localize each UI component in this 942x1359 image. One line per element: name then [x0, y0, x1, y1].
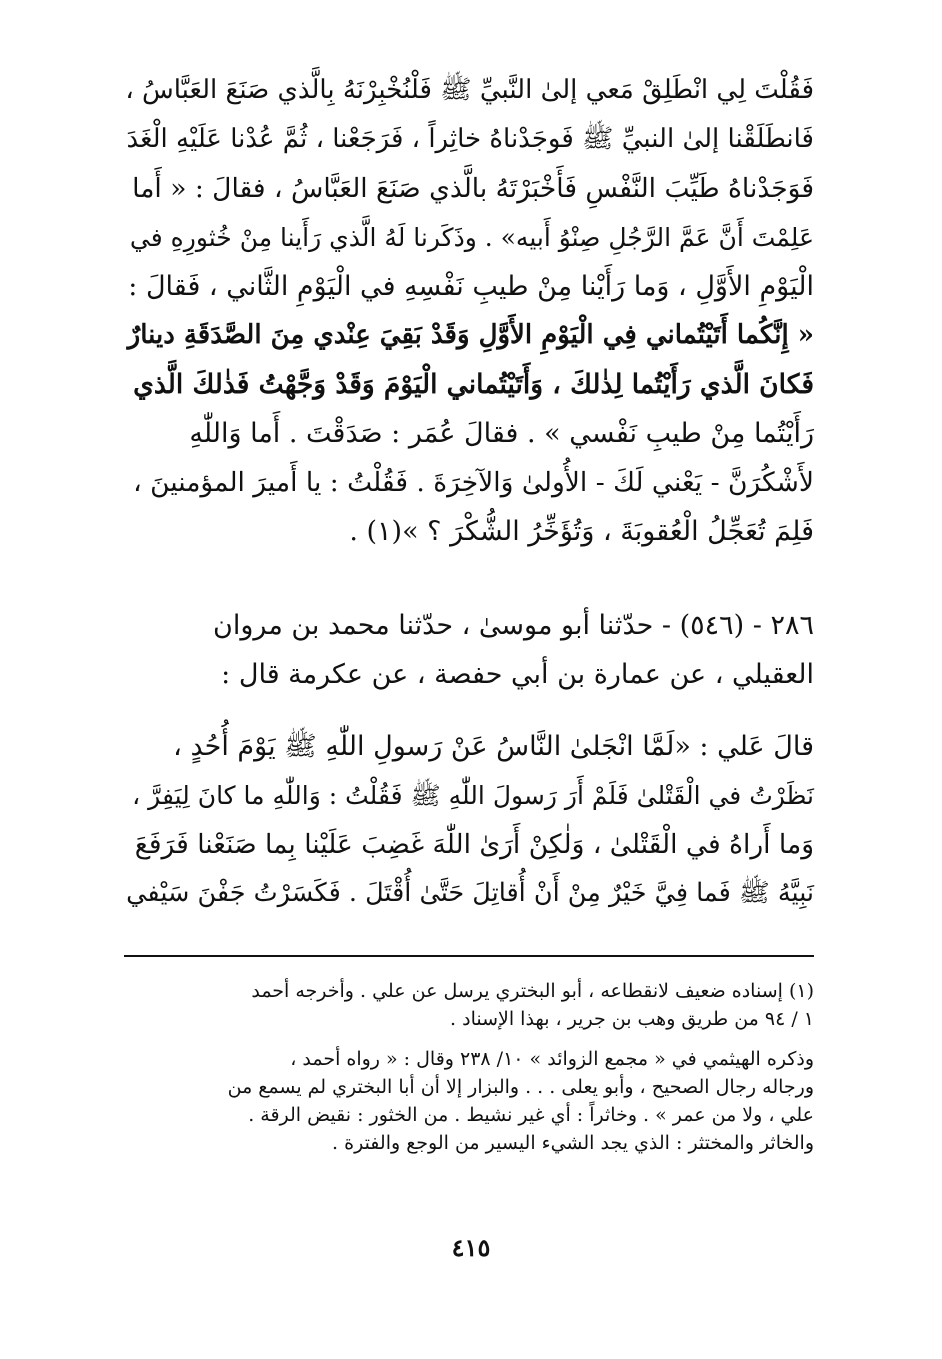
- hadith-chain-paragraph: [124, 601, 814, 699]
- text-line: ٢٨٦ - (٥٤٦) - حدّثنا أبو موسىٰ ، حدّثنا محمد بن مروان: [213, 610, 814, 641]
- footnote-line: ١ / ٩٤ من طريق وهب بن جرير ، بهذا الإسناد .: [450, 1008, 814, 1030]
- footnote-separator: [124, 955, 814, 957]
- hadith-paragraph-continued: [124, 66, 814, 556]
- text-line: عَلِمْتَ أَنَّ عَمَّ الرَّجُلِ صِنْوُ أَبيه» . وذَكَرنا لَهُ الَّذي رَأَينا مِنْ خُثورِهِ في: [129, 223, 814, 252]
- hadith-text-paragraph: [124, 722, 814, 918]
- text-line: فَانطَلَقْنا إلىٰ النبيِّ ﷺ فَوجَدْناهُ خاثِراً ، فَرَجَعْنا ، ثُمَّ عُدْنا عَلَيْهِ الْغَدَ: [126, 124, 814, 154]
- text-line: نَبِيَّهُ ﷺ فَما فِيَّ خَيْرٌ مِنْ أَنْ أُقاتِلَ حَتَّىٰ أُقْتَلَ . فَكَسَرْتُ جَفْنَ سَيْفي: [126, 878, 814, 908]
- text-line: « إِنَّكُما أَتَيْتُماني فِي الْيَوْمِ الأَوَّلِ وَقَدْ بَقِيَ عِنْدي مِنَ الصَّدَقَةِ دينارٌ: [127, 320, 814, 350]
- text-line: فَقُلْتَ لِي انْطَلِقْ مَعي إلىٰ النَّبيِّ ﷺ فَلْنُخْبِرْنَهُ بِالَّذي صَنَعَ العَبَّاسُ ،: [125, 75, 814, 105]
- text-line: الْيَوْمِ الأَوَّلِ ، وَما رَأَيْنا مِنْ طيبِ نَفْسِهِ في الْيَوْمِ الثَّاني ، فَقالَ :: [128, 271, 814, 302]
- footnote-line: (١) إسناده ضعيف لانقطاعه ، أبو البختري يرسل عن علي . وأخرجه أحمد: [251, 980, 814, 1002]
- text-line: نَظَرْتُ في الْقَتْلىٰ فَلَمْ أَرَ رَسولَ اللّٰهِ ﷺ فَقُلْتُ : وَاللّٰهِ ما كانَ لِيَفِرَّ ،: [132, 781, 814, 810]
- footnote-line: علي ، ولا من عمر » . وخاثراً : أي غير نشيط . من الخثور : نقيض الرقة .: [248, 1104, 814, 1126]
- text-line: فَلِمَ تُعَجِّلُ الْعُقوبَةَ ، وَتُؤَخِّرُ الشُّكْرَ ؟ »(١) .: [349, 516, 814, 547]
- footnote-line: وذكره الهيثمي في « مجمع الزوائد » ١٠/ ٢٣٨ وقال : « رواه أحمد ،: [290, 1048, 814, 1070]
- text-line: العقيلي ، عن عمارة بن أبي حفصة ، عن عكرمة قال :: [221, 659, 814, 690]
- footnotes: [124, 977, 814, 1157]
- footnote-line: والخاثر والمختثر : الذي يجد الشيء اليسير من الوجع والفترة .: [332, 1132, 814, 1154]
- footnote-gap: [124, 1033, 814, 1045]
- text-line: فَكانَ الَّذي رَأَيْتُما لِذٰلكَ ، وَأَتَيْتُماني الْيَوْمَ وَقَدْ وَجَّهْتُ فَذٰلكَ الَّذي: [133, 369, 814, 400]
- page-number: ٤١٥: [451, 1233, 491, 1262]
- footnote-line: ورجاله رجال الصحيح ، وأبو يعلى . . . والبزار إلا أن أبا البختري لم يسمع من: [227, 1076, 814, 1098]
- text-line: رَأَيْتُما مِنْ طيبِ نَفْسي » . فقالَ عُمَر : صَدَقْتَ . أَما وَاللّٰهِ: [189, 418, 814, 449]
- text-line: قالَ عَلي : «لَمَّا انْجَلىٰ النَّاسُ عَنْ رَسولِ اللّٰهِ ﷺ يَوْمَ أُحُدٍ ،: [173, 731, 814, 762]
- text-line: وَما أَراهُ في الْقَتْلىٰ ، وَلٰكِنْ أَرَىٰ اللّٰهَ غَضِبَ عَلَيْنا بِما صَنَعْنا فَرَفَعَ: [134, 829, 814, 860]
- text-line: فَوَجَدْناهُ طَيِّبَ النَّفْسِ فَأَخْبَرْتَهُ بالَّذي صَنَعَ العَبَّاسُ ، فقالَ : « أَما: [132, 173, 814, 204]
- text-line: لأَشْكُرَنَّ - يَعْني لَكَ - الأُولىٰ وَالآخِرَةَ . فَقُلْتُ : يا أَميرَ المؤمنينَ ،: [133, 467, 814, 498]
